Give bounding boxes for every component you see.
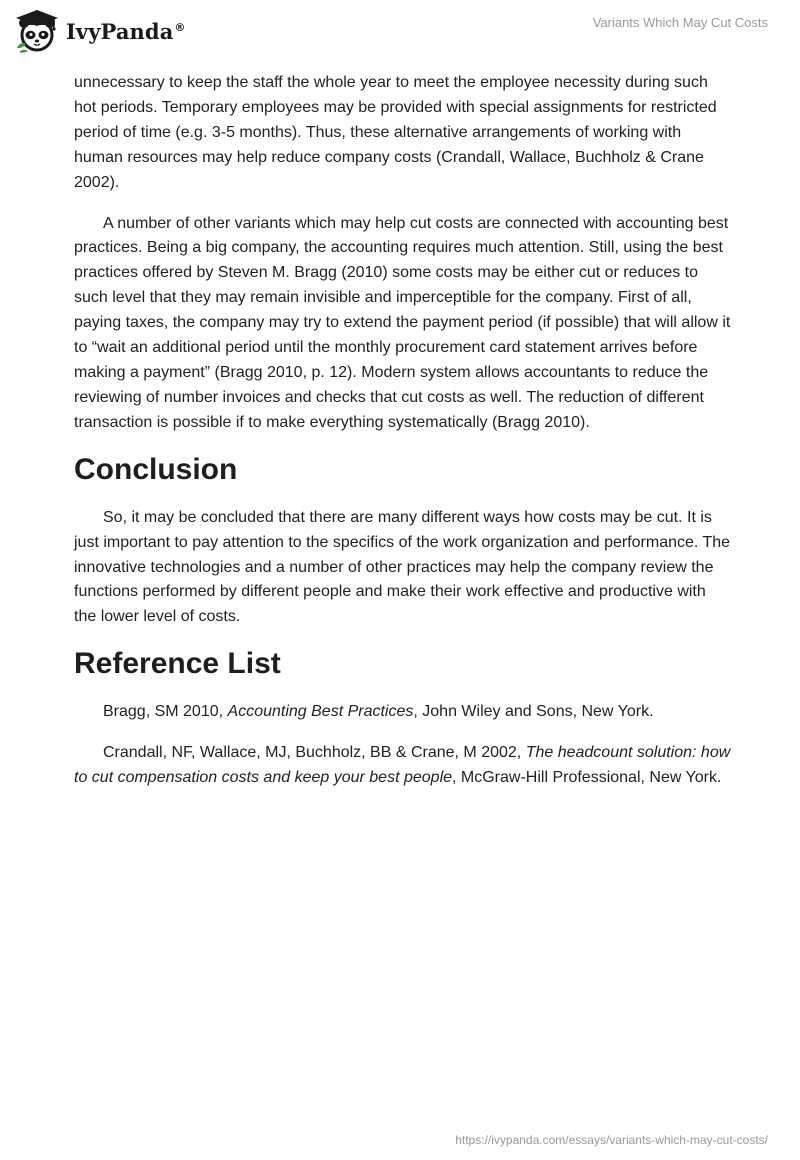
document-title: Variants Which May Cut Costs xyxy=(592,15,768,30)
registered-mark: ® xyxy=(174,20,186,34)
source-url[interactable]: https://ivypanda.com/essays/variants-which-may-cut-costs/ xyxy=(455,1133,768,1147)
reference-title: The headcount solution: how to cut compensation costs and keep your best people xyxy=(74,744,731,787)
reference-list-heading: Reference List xyxy=(74,647,281,681)
panda-graduation-cap-icon xyxy=(14,8,60,54)
essay-content xyxy=(74,71,732,807)
conclusion-paragraph: So, it may be concluded that there are many different ways how costs may be cut. It is just important to pay attention to the specifics of the work organization and performance. The innovative technologies and a number of other practices may help the company review the functions performed by different people and make their work effective and productive with the lower level of costs. xyxy=(74,508,731,626)
reference-title: Accounting Best Practices xyxy=(227,703,414,721)
ivypanda-logo[interactable] xyxy=(14,8,186,54)
conclusion-heading: Conclusion xyxy=(74,452,238,486)
reference-entry: Crandall, NF, Wallace, MJ, Buchholz, BB & Crane, M 2002, The headcount solution: how to cut compensation costs and keep your best people, McGraw-Hill Professional, New York. xyxy=(74,744,731,787)
body-paragraph-continued: unnecessary to keep the staff the whole year to meet the employee necessity during such hot periods. Temporary employees may be provided with special assignments for restricted period of time (e.g. 3-5 months). Thus, these alternative arrangements of working with human resources may help reduce company costs (Crandall, Wallace, Buchholz & Crane 2002). xyxy=(74,74,717,191)
body-paragraph-accounting: A number of other variants which may help cut costs are connected with accounting best practices. Being a big company, the accounting requires much attention. Still, using the best practices offered by Steven M. Bragg (2010) some costs may be either cut or reduces to such level that they may remain invisible and imperceptible for the company. First of all, paying taxes, the company may try to extend the payment period (if possible) that will allow it to “wait an additional period until the monthly procurement card statement arrives before making a payment” (Bragg 2010, p. 12). Modern system allows accountants to reduce the reviewing of number invoices and checks that cut costs as well. The reduction of different transaction is possible if to make everything systematically (Bragg 2010). xyxy=(74,214,731,431)
reference-entry: Bragg, SM 2010, Accounting Best Practices, John Wiley and Sons, New York. xyxy=(103,703,654,721)
page-header xyxy=(0,0,800,64)
brand-name: IvyPanda® xyxy=(66,18,186,44)
